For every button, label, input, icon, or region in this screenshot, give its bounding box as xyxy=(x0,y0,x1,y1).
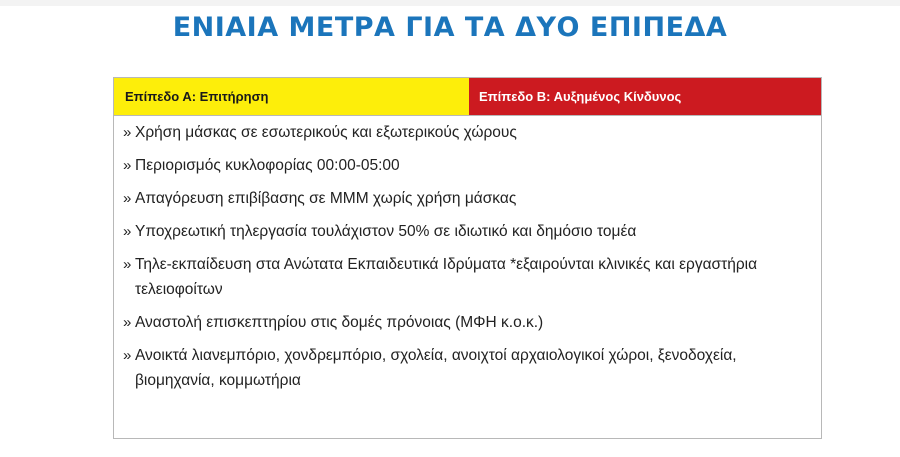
level-header-row xyxy=(114,78,821,116)
level-b-header: Επίπεδο Β: Αυξημένος Κίνδυνος xyxy=(469,78,821,115)
measure-item xyxy=(123,120,811,145)
level-a-header: Επίπεδο Α: Επιτήρηση xyxy=(114,78,469,115)
measure-item xyxy=(123,186,811,211)
bullet-icon: » xyxy=(123,157,132,174)
measure-item xyxy=(123,153,811,178)
measures-table xyxy=(113,77,822,439)
measure-item xyxy=(123,310,811,335)
measure-list xyxy=(114,120,821,393)
measure-item xyxy=(123,252,811,302)
bullet-icon: » xyxy=(123,347,132,364)
bullet-icon: » xyxy=(123,314,132,331)
measure-text: Ανοικτά λιανεμπόριο, χονδρεμπόριο, σχολεία, ανοιχτοί αρχαιολογικοί χώροι, ξενοδοχεία, βιομηχανία, κομμωτήρια xyxy=(135,347,737,389)
measure-item xyxy=(123,219,811,244)
measure-text: Απαγόρευση επιβίβασης σε ΜΜΜ χωρίς χρήση μάσκας xyxy=(135,190,517,207)
bullet-icon: » xyxy=(123,190,132,207)
bullet-icon: » xyxy=(123,124,132,141)
bullet-icon: » xyxy=(123,256,132,273)
top-strip xyxy=(0,0,900,6)
measure-text: Υποχρεωτική τηλεργασία τουλάχιστον 50% σε ιδιωτικό και δημόσιο τομέα xyxy=(135,223,637,240)
measure-text: Αναστολή επισκεπτηρίου στις δομές πρόνοιας (ΜΦΗ κ.ο.κ.) xyxy=(135,314,544,331)
measure-text: Περιορισμός κυκλοφορίας 00:00-05:00 xyxy=(135,157,400,174)
bullet-icon: » xyxy=(123,223,132,240)
measure-item xyxy=(123,343,811,393)
measure-text: Τηλε-εκπαίδευση στα Ανώτατα Εκπαιδευτικά Ιδρύματα *εξαιρούνται κλινικές και εργαστήρια τελειοφοίτων xyxy=(135,256,758,298)
page-title: ΕΝΙΑΙΑ ΜΕΤΡΑ ΓΙΑ ΤΑ ΔΥΟ ΕΠΙΠΕΔΑ xyxy=(172,12,728,43)
measure-text: Χρήση μάσκας σε εσωτερικούς και εξωτερικούς χώρους xyxy=(135,124,517,141)
